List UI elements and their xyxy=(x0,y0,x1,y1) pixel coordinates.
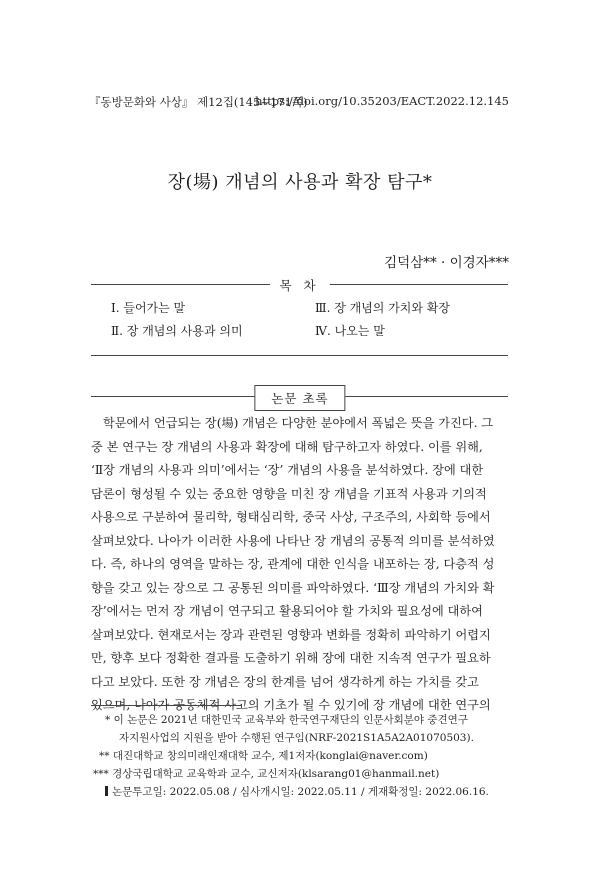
bullet-bar-icon xyxy=(105,786,108,796)
abstract-line: 사용으로 구분하여 물리학, 형태심리학, 중국 사상, 구조주의, 사회학 등에서 xyxy=(91,510,491,524)
abstract-line: 장’에서는 먼저 장 개념이 연구되고 활용되어야 할 가치와 필요성에 대하여 xyxy=(91,604,483,618)
abstract-line: 향을 갖고 있는 장으로 그 공통된 의미를 파악하였다. ‘Ⅲ장 개념의 가치와 확 xyxy=(91,580,495,595)
abstract-line: 있으며, 나아가 공동체적 사고의 기초가 될 수 있기에 장 개념에 대한 연구의 xyxy=(91,698,491,712)
footnote-author-2: *** 경상국립대학교 교육학과 교수, 교신저자(klsarang01@hanmail.net) xyxy=(93,768,440,780)
authors: 김덕삼** · 이경자*** xyxy=(384,255,509,271)
abstract-line: 다. 즉, 하나의 영역을 말하는 장, 관계에 대한 인식을 내포하는 장, 다층적 성 xyxy=(91,557,495,571)
footnote-funding-cont: 자지원사업의 지원을 받아 수행된 연구임(NRF-2021S1A5A2A01070503). xyxy=(119,732,474,744)
footnote-author-1: ** 대진대학교 창의미래인재대학 교수, 제1저자(konglai@naver.com) xyxy=(99,750,428,762)
abstract-label: 논문 초록 xyxy=(254,385,345,411)
abstract-line: 학문에서 언급되는 장(場) 개념은 다양한 분야에서 폭넓은 뜻을 가진다. 그 xyxy=(103,416,494,430)
abstract-body xyxy=(91,412,508,718)
journal-citation: 『동방문화와 사상』 제12집(145~171쪽) xyxy=(89,95,308,109)
footnotes xyxy=(91,711,511,801)
abstract-line: 만, 향후 보다 정확한 결과를 도출하기 위해 장에 대한 지속적 연구가 필요하 xyxy=(91,651,491,665)
footnote-rule xyxy=(91,705,241,706)
footnote-funding: * 이 논문은 2021년 대한민국 교육부와 한국연구재단의 인문사회분야 중견연구 xyxy=(105,714,468,726)
abstract-line: 살펴보았다. 나아가 이러한 사용에 나타난 장 개념의 공통적 의미를 분석하였 xyxy=(91,533,495,548)
abstract-line: 살펴보았다. 현재로서는 장과 관련된 영향과 변화를 정확히 파악하기 어렵지 xyxy=(91,627,491,642)
abstract-line: ‘Ⅱ장 개념의 사용과 의미’에서는 ‘장’ 개념의 사용을 분석하였다. 장에 대한 xyxy=(91,463,484,477)
toc-item-1: Ⅰ. 들어가는 말 xyxy=(111,301,186,315)
toc-item-4: Ⅳ. 나오는 말 xyxy=(315,324,385,338)
footnote-dates: 논문투고일: 2022.05.08 / 심사개시일: 2022.05.11 / 게재확정일: 2022.06.16. xyxy=(91,783,511,801)
abstract-line: 담론이 형성될 수 있는 중요한 영향을 미친 장 개념을 기표적 사용과 기의적 xyxy=(91,486,487,501)
toc-item-3: Ⅲ. 장 개념의 가치와 확장 xyxy=(315,301,450,315)
table-of-contents xyxy=(91,278,508,356)
paper-title: 장(場) 개념의 사용과 확장 탐구* xyxy=(167,172,433,193)
abstract-line: 중 본 연구는 장 개념의 사용과 확장에 대해 탐구하고자 하였다. 이를 위해, xyxy=(91,439,483,454)
doi-link[interactable]: https://doi.org/10.35203/EACT.2022.12.145 xyxy=(255,94,509,108)
abstract-line: 다고 보았다. 또한 장 개념은 장의 한계를 넘어 생각하게 하는 가치를 갖고 xyxy=(91,674,479,689)
toc-item-2: Ⅱ. 장 개념의 사용과 의미 xyxy=(111,324,243,338)
toc-label: 목 차 xyxy=(269,276,329,294)
